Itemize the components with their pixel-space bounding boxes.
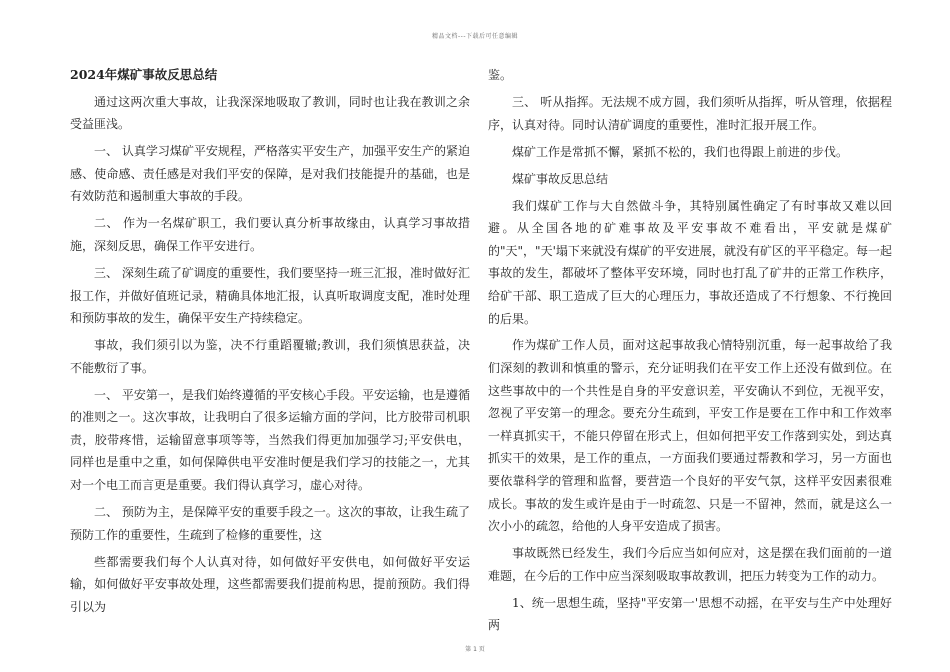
right-column (488, 64, 892, 641)
page-footer: 第 1 页 (465, 646, 485, 653)
paragraph: 二、 预防为主，是保障平安的重要手段之一。这次的事故，让我生疏了预防工作的重要性，生疏到了检修的重要性，这 (70, 505, 470, 542)
document-title: 2024年煤矿事故反思总结 (70, 67, 218, 82)
paragraph: 煤矿工作是常抓不懈，紧抓不松的，我们也得跟上前进的步伐。 (512, 144, 849, 159)
paragraph: 1、统一思想生疏，坚持"平安第一'思想不动摇，在平安与生产中处理好两 (488, 595, 892, 633)
section-heading: 煤矿事故反思总结 (512, 171, 609, 186)
paragraph: 二、 作为一名煤矿职工，我们要认真分析事故缘由，认真学习事故措施，深刻反思，确保工作平安进行。 (70, 216, 470, 253)
left-column (70, 64, 470, 623)
paragraph: 一、 认真学习煤矿平安规程，严格落实平安生产，加强平安生产的紧迫感、使命感、责任感是对我们平安的保障，是对我们技能提升的基础，也是有效防范和遏制重大事故的手段。 (70, 144, 470, 204)
paragraph: 我们煤矿工作与大自然做斗争，其特别属性确定了有时事故又难以回避。从全国各地的矿难事故及平安事故不难看出，平安就是煤矿的"天"，"天'塌下来就没有煤矿的平安进展，就没有矿区的平平稳定。每一起事故的发生，都破坏了整体平安环境，同时也打乱了矿井的正常工作秩序，给矿干部、职工造成了巨大的心理压力，事故还造成了不行想象、不行挽回的后果。 (488, 198, 892, 326)
paragraph: 作为煤矿工作人员，面对这起事故我心情特别沉重，每一起事故给了我们深刻的教训和慎重的警示，充分证明我们在平安工作上还没有做到位。在这些事故中的一个共性是自身的平安意识差，平安确认不到位，无视平安，忽视了平安第一的理念。要充分生疏到，平安工作是要在工作中和工作效率一样真抓实干，不能只停留在形式上，但如何把平安工作落到实处，到达真抓实干的效果，是工作的重点，一方面我们要通过帮教和学习，另一方面也要依靠科学的管理和监督，要营造一个良好的平安气氛，这样平安因素很难成长。事故的发生或许是由于一时疏忽、只是一不留神，然而，就是这么一次小小的疏忽，给他的人身平安造成了损害。 (488, 338, 892, 534)
paragraph: 事故，我们须引以为鉴，决不行重蹈覆辙;教训，我们须慎思获益，决不能敷衍了事。 (70, 338, 470, 375)
paragraph: 些都需要我们每个人认真对待，如何做好平安供电，如何做好平安运输，如何做好平安事故处理，这些都需要我们提前构思，提前预防。我们得引以为 (70, 554, 470, 614)
paragraph: 一、 平安第一，是我们始终遵循的平安核心手段。平安运输，也是遵循的准则之一。这次事故，让我明白了很多运输方面的学问，比方胶带司机职责，胶带疼惜，运输留意事项等等，当然我们得更加加强学习;平安供电，同样也是重中之重，如何保障供电平安准时便是我们学习的技能之一，尤其对一个电工而言更是重要。我们得认真学习，虚心对待。 (70, 387, 470, 493)
paragraph: 通过这两次重大事故，让我深深地吸取了教训，同时也让我在教训之余受益匪浅。 (70, 94, 470, 132)
paragraph: 三、 深刻生疏了矿调度的重要性，我们要坚持一班三汇报，准时做好汇报工作，并做好值班记录，精确具体地汇报，认真听取调度支配，准时处理和预防事故的发生，确保平安生产持续稳定。 (70, 265, 470, 326)
paragraph: 事故既然已经发生，我们今后应当如何应对，这是摆在我们面前的一道难题，在今后的工作中应当深刻吸取事故教训，把压力转变为工作的动力。 (488, 546, 892, 583)
page-header: 精品文档---下载后可任意编辑 (432, 33, 518, 40)
paragraph: 鉴。 (488, 68, 513, 82)
paragraph: 三、 听从指挥。无法规不成方圆，我们须听从指挥，听从管理，依据程序，认真对待。同时认清矿调度的重要性，准时汇报开展工作。 (488, 94, 892, 132)
